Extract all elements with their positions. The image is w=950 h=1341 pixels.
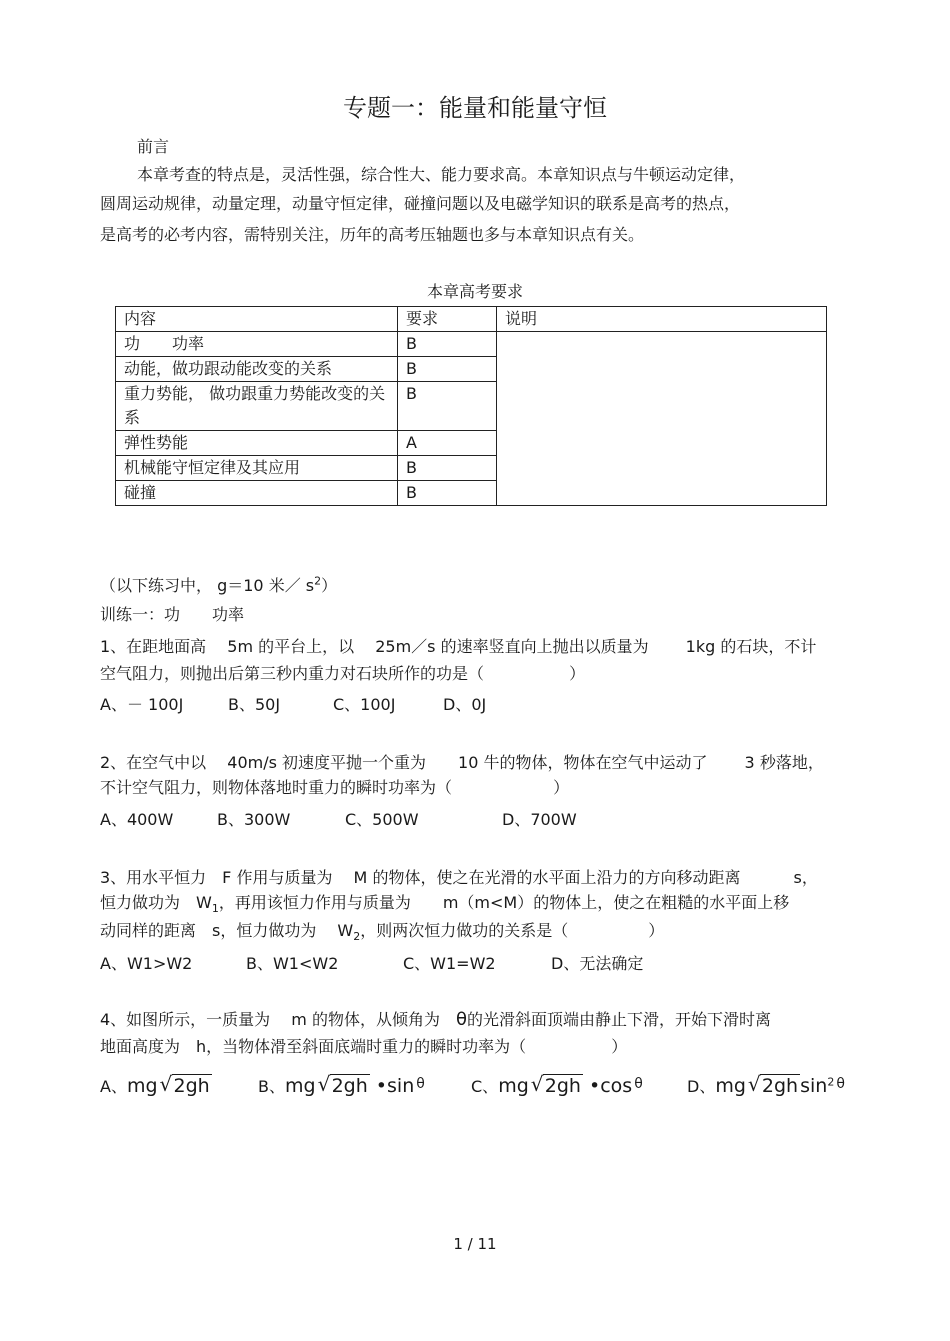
row-content: 弹性势能 (116, 431, 398, 456)
gravity-note: （以下练习中， g＝10 米／ $s^2$） (100, 574, 338, 595)
row-content: 机械能守恒定律及其应用 (116, 456, 398, 481)
preface-line-1: 本章考查的特点是，灵活性强，综合性大、能力要求高。本章知识点与牛顿运动定律， (137, 165, 746, 184)
notes-cell (497, 332, 827, 506)
q2-option-a: A、400W (100, 810, 174, 829)
q4-option-d: D、mg √ 2gh $\sin^2 \theta$ (687, 1072, 845, 1097)
row-content: 重力势能， 做功跟重力势能改变的关系 (116, 382, 398, 431)
row-content: 动能，做功跟动能改变的关系 (116, 357, 398, 382)
q4-line-1: 4、如图所示，一质量为 m 的物体，从倾角为 θ的光滑斜面顶端由静止下滑，开始下滑时离 (100, 1009, 771, 1030)
q1-option-d: D、0J (443, 695, 487, 714)
header-requirement: 要求 (398, 307, 497, 332)
q4-option-c: C、mg √ 2gh •cos θ (471, 1072, 643, 1097)
row-content: 功 功率 (116, 332, 398, 357)
table-caption: 本章高考要求 (426, 282, 523, 301)
header-notes: 说明 (497, 307, 827, 332)
q3-line-2: 恒力做功为 $W_1$，再用该恒力作用与质量为 m（m<M）的物体上，使之在粗糙的水平面上移 (100, 893, 790, 916)
header-content: 内容 (116, 307, 398, 332)
q2-line-2: 不计空气阻力，则物体落地时重力的瞬时功率为（ ） (100, 778, 570, 797)
q4-option-b: B、mg √ 2gh •sin θ (258, 1072, 425, 1097)
page-title: 专题一：能量和能量守恒 (343, 94, 607, 122)
q3-option-c: C、W1=W2 (403, 954, 496, 973)
page-number: 1 / 11 (453, 1235, 497, 1253)
q1-option-c: C、100J (333, 695, 396, 714)
q2-line-1: 2、在空气中以 40m/s 初速度平抛一个重为 10 牛的物体，物体在空气中运动了 3 秒落地， (100, 753, 824, 772)
q1-option-a: A、－ 100J (100, 695, 184, 714)
table-header-row (116, 307, 827, 332)
q1-line-2: 空气阻力，则抛出后第三秒内重力对石块所作的功是（ ） (100, 664, 586, 683)
table-row (116, 332, 827, 357)
q1-option-b: B、50J (228, 695, 281, 714)
row-requirement: B (398, 357, 497, 382)
training-heading: 训练一：功 功率 (100, 605, 245, 624)
row-requirement: A (398, 431, 497, 456)
row-content: 碰撞 (116, 481, 398, 506)
q4-line-2: 地面高度为 h，当物体滑至斜面底端时重力的瞬时功率为（ ） (100, 1037, 628, 1056)
theta-symbol: θ (455, 1009, 467, 1030)
preface-line-3: 是高考的必考内容，需特别关注，历年的高考压轴题也多与本章知识点有关。 (100, 225, 645, 244)
q3-line-3: 动同样的距离 s，恒力做功为 $W_2$，则两次恒力做功的关系是（ ） (100, 921, 665, 944)
row-requirement: B (398, 456, 497, 481)
row-requirement: B (398, 481, 497, 506)
row-requirement: B (398, 382, 497, 431)
q3-line-1: 3、用水平恒力 F 作用与质量为 M 的物体，使之在光滑的水平面上沿力的方向移动距离 s， (100, 868, 818, 887)
q3-option-b: B、W1<W2 (246, 954, 339, 973)
q2-option-c: C、500W (345, 810, 419, 829)
preface-line-2: 圆周运动规律，动量定理，动量守恒定律，碰撞问题以及电磁学知识的联系是高考的热点， (100, 194, 741, 213)
q1-line-1: 1、在距地面高 5m 的平台上，以 25m／s 的速率竖直向上抛出以质量为 1kg 的石块，不计 (100, 637, 817, 656)
preface-heading: 前言 (137, 137, 170, 156)
q3-option-d: D、无法确定 (551, 954, 644, 973)
q4-option-a: A、mg √ 2gh (100, 1072, 210, 1097)
q3-option-a: A、W1>W2 (100, 954, 193, 973)
q2-option-d: D、700W (502, 810, 577, 829)
row-requirement: B (398, 332, 497, 357)
requirements-table (115, 306, 827, 506)
q2-option-b: B、300W (217, 810, 291, 829)
